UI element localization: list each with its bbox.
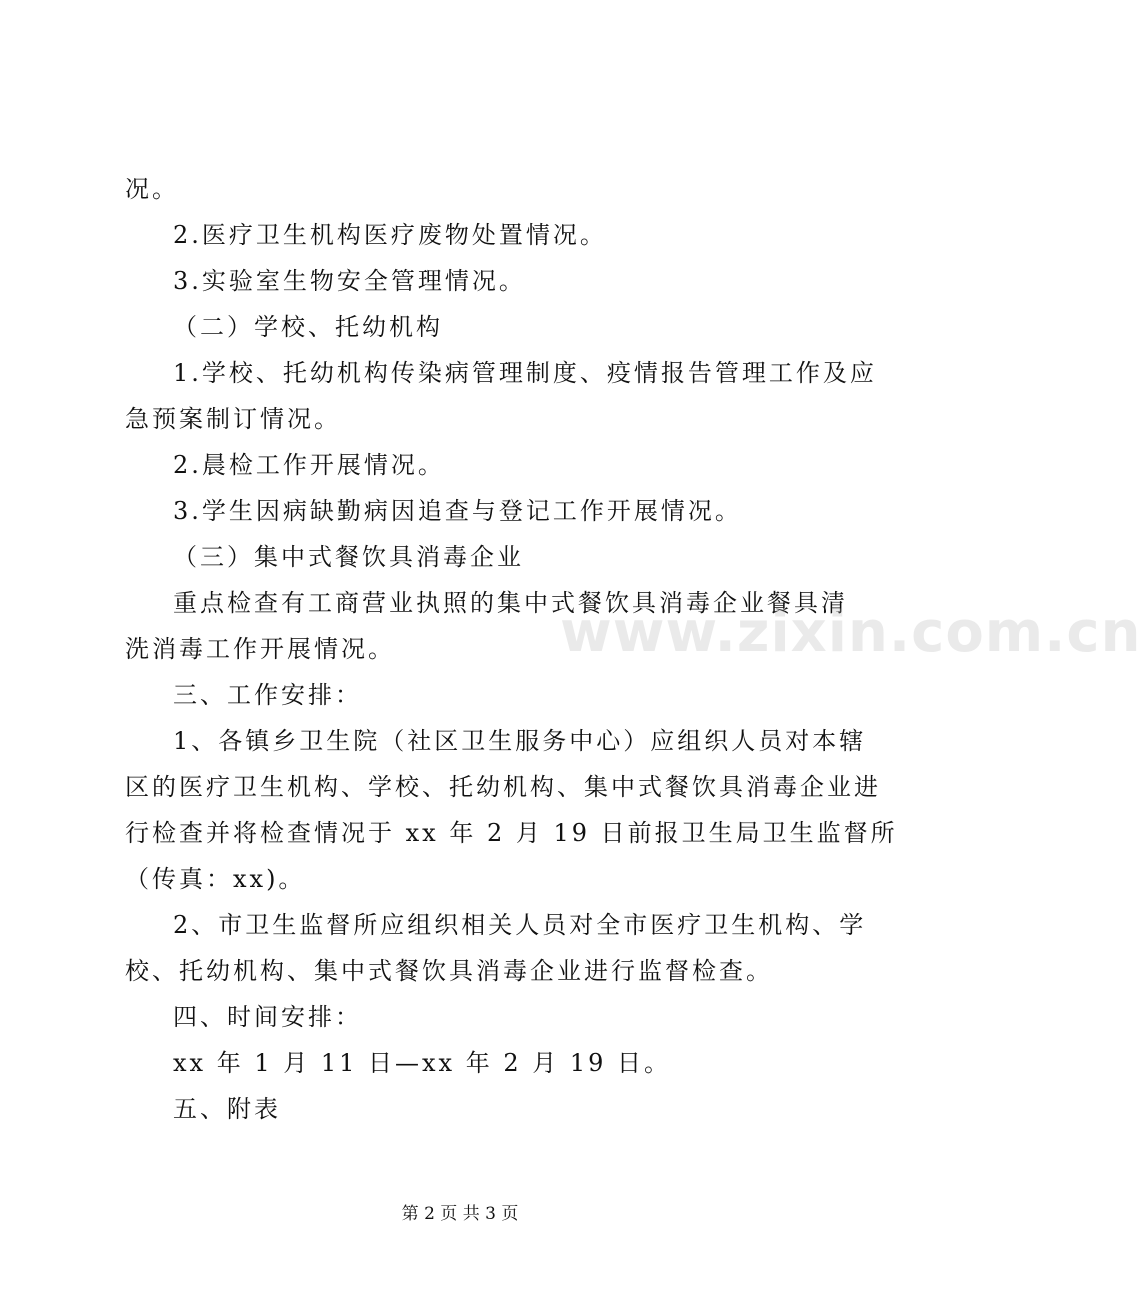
text-line: 3.学生因病缺勤病因追查与登记工作开展情况。 — [173, 497, 742, 525]
text-line: 行检查并将检查情况于 xx 年 2 月 19 日前报卫生局卫生监督所 — [125, 819, 898, 847]
text-line: xx 年 1 月 11 日—xx 年 2 月 19 日。 — [173, 1049, 672, 1077]
text-line: 况。 — [125, 175, 179, 203]
text-line: 1.学校、托幼机构传染病管理制度、疫情报告管理工作及应 — [173, 359, 877, 387]
text-line: 区的医疗卫生机构、学校、托幼机构、集中式餐饮具消毒企业进 — [125, 773, 881, 801]
text-line: （传真：xx)。 — [125, 865, 306, 893]
watermark: www.zixin.com.cn — [560, 600, 1142, 665]
page-footer: 第 2 页 共 3 页 — [401, 1204, 519, 1224]
text-line: 五、附表 — [173, 1095, 281, 1123]
text-line: （二）学校、托幼机构 — [173, 313, 443, 341]
text-line: （三）集中式餐饮具消毒企业 — [173, 543, 524, 571]
text-line: 2.晨检工作开展情况。 — [173, 451, 445, 479]
text-line: 洗消毒工作开展情况。 — [125, 635, 395, 663]
text-line: 2.医疗卫生机构医疗废物处置情况。 — [173, 221, 607, 249]
text-line: 急预案制订情况。 — [125, 405, 341, 433]
text-line: 1、各镇乡卫生院（社区卫生服务中心）应组织人员对本辖 — [173, 727, 867, 755]
text-line: 重点检查有工商营业执照的集中式餐饮具消毒企业餐具清 — [173, 589, 848, 617]
text-line: 3.实验室生物安全管理情况。 — [173, 267, 526, 295]
text-line: 校、托幼机构、集中式餐饮具消毒企业进行监督检查。 — [125, 957, 773, 985]
text-line: 2、市卫生监督所应组织相关人员对全市医疗卫生机构、学 — [173, 911, 867, 939]
text-line: 三、工作安排： — [173, 681, 362, 709]
text-line: 四、时间安排： — [173, 1003, 362, 1031]
